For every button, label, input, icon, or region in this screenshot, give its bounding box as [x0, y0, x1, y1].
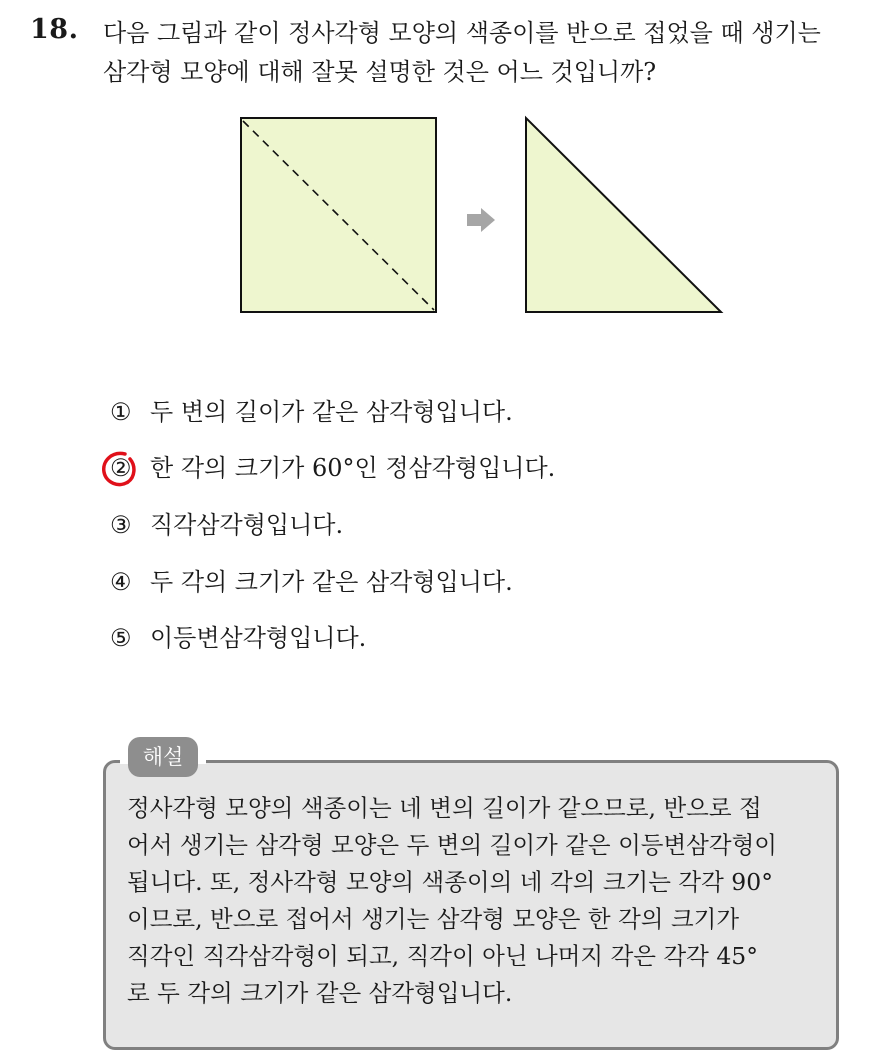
explanation-line: 정사각형 모양의 색종이는 네 변의 길이가 같으므로, 반으로 접: [127, 794, 762, 822]
question-line: 다음 그림과 같이 정사각형 모양의 색종이를 반으로 접었을 때 생기는: [103, 19, 821, 47]
explanation-line: 로 두 각의 크기가 같은 삼각형입니다.: [127, 979, 513, 1007]
explanation-line: 어서 생기는 삼각형 모양은 두 변의 길이가 같은 이등변삼각형이: [127, 831, 777, 859]
explanation-line: 됩니다. 또, 정사각형 모양의 색종이의 네 각의 크기는 각각 90°: [127, 868, 773, 896]
choice-1[interactable]: [110, 392, 513, 432]
choice-number: ①: [110, 398, 132, 426]
choice-text: 직각삼각형입니다.: [150, 511, 344, 539]
folded-triangle: [526, 118, 721, 312]
choice-3[interactable]: [110, 505, 343, 545]
answer-circle-mark: [99, 449, 139, 489]
folding-figure: [236, 113, 726, 317]
choice-number: ③: [110, 511, 132, 539]
explanation-text: [127, 790, 827, 1012]
choice-number: ⑤: [110, 624, 132, 652]
explanation-label: 해설: [128, 737, 198, 777]
choice-number: ②: [110, 454, 132, 482]
choice-number: ④: [110, 568, 132, 596]
choice-text: 두 각의 크기가 같은 삼각형입니다.: [150, 568, 513, 596]
question-number: 18.: [30, 14, 79, 45]
choice-text: 두 변의 길이가 같은 삼각형입니다.: [150, 398, 513, 426]
choice-2[interactable]: [110, 448, 555, 488]
question-text: [103, 14, 873, 92]
right-arrow-icon: [467, 208, 495, 232]
choice-text: 이등변삼각형입니다.: [150, 624, 367, 652]
choice-5[interactable]: [110, 618, 366, 658]
explanation-line: 이므로, 반으로 접어서 생기는 삼각형 모양은 한 각의 크기가: [127, 905, 740, 933]
explanation-line: 직각인 직각삼각형이 되고, 직각이 아닌 나머지 각은 각각 45°: [127, 942, 759, 970]
question-line: 삼각형 모양에 대해 잘못 설명한 것은 어느 것입니까?: [103, 58, 657, 86]
choice-4[interactable]: [110, 562, 513, 602]
choice-text: 한 각의 크기가 60°인 정삼각형입니다.: [150, 454, 556, 482]
